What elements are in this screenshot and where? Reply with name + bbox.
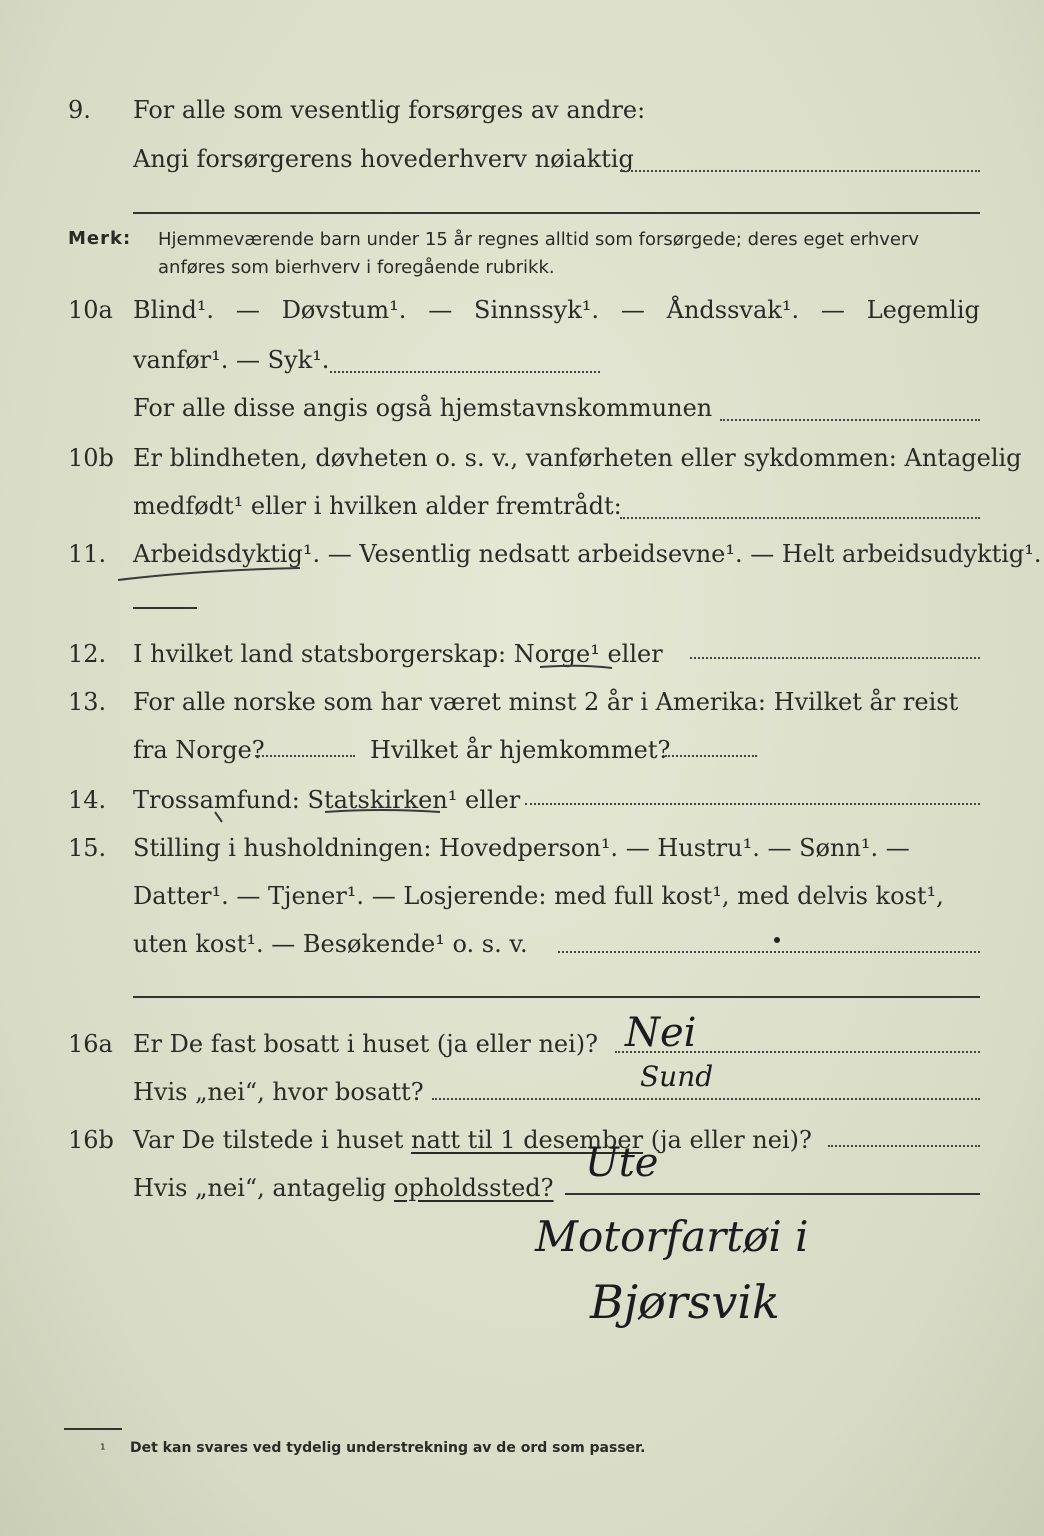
q10a-line2: vanfør¹. — Syk¹. xyxy=(133,346,330,374)
q15-line1: Stilling i husholdningen: Hovedperson¹. — Hustru¹. — Sønn¹. — xyxy=(133,834,910,862)
q14-pre: Trossamfund: xyxy=(133,786,308,814)
q16b-line1-underlined: natt til 1 desember xyxy=(410,1126,644,1154)
q16b-line1-post: (ja eller nei)? xyxy=(643,1126,812,1154)
q16a-line2: Hvis „nei“, hvor bosatt? xyxy=(133,1078,424,1106)
q15-dot-mark xyxy=(774,937,780,943)
q16b-handwritten-line2: Motorfartøi i xyxy=(535,1212,809,1261)
q11-underline-mark xyxy=(118,568,300,580)
q16a-line1: Er De fast bosatt i huset (ja eller nei)? xyxy=(133,1030,599,1058)
q16a-number: 16a xyxy=(68,1030,113,1058)
q10b-line2: medfødt¹ eller i hvilken alder fremtrådt: xyxy=(133,492,622,520)
q10b-line1: Er blindheten, døvheten o. s. v., vanførheten eller sykdommen: Antagelig xyxy=(133,444,1022,472)
q16b-line2-pre: Hvis „nei“, antagelig xyxy=(133,1174,395,1202)
q12-opt-norge[interactable]: Norge¹ xyxy=(513,640,600,668)
q15-number: 15. xyxy=(68,834,107,862)
q15-line2: Datter¹. — Tjener¹. — Losjerende: med full kost¹, med delvis kost¹, xyxy=(133,882,944,910)
merk-label: Merk: xyxy=(68,228,132,249)
q10a-opt-andssvak[interactable]: Åndssvak¹. xyxy=(666,296,800,324)
merk-text: Hjemmeværende barn under 15 år regnes alltid som forsørgede; deres eget erhverv anføres som bierhverv i foregående rubrikk. xyxy=(158,229,920,278)
q10a-dash-1: — xyxy=(235,296,260,324)
q10a-opt-blind[interactable]: Blind¹. xyxy=(133,296,215,324)
q16b-line1-pre: Var De tilstede i huset xyxy=(133,1126,411,1154)
q16b-line2-underlined: opholdssted? xyxy=(394,1174,554,1202)
q13-hjemkommet-label: Hvilket år hjemkommet? xyxy=(370,736,671,764)
q10a-dash-3: — xyxy=(620,296,645,324)
q12-underline-mark xyxy=(540,666,612,668)
q16a-handwritten-answer: Nei xyxy=(625,1010,697,1056)
q9-line1: For alle som vesentlig forsørges av andre: xyxy=(133,96,646,124)
q10a-line3: For alle disse angis også hjemstavnskommunen xyxy=(133,394,713,422)
footnote-mark: ¹ xyxy=(100,1442,106,1458)
q15-line3: uten kost¹. — Besøkende¹ o. s. v. xyxy=(133,930,528,958)
q12-pre: I hvilket land statsborgerskap: xyxy=(133,640,514,668)
footnote-text: Det kan svares ved tydelig understrekning av de ord som passer. xyxy=(130,1440,646,1456)
q10a-opt-sinnssyk[interactable]: Sinnssyk¹. xyxy=(474,296,600,324)
q14-underline-mark xyxy=(325,810,440,812)
q11-opt-arbeidsdyktig[interactable]: Arbeidsdyktig¹. xyxy=(133,540,321,568)
q10a-opt-dovstum[interactable]: Døvstum¹. xyxy=(281,296,407,324)
q12-post: eller xyxy=(599,640,663,668)
q11-rest: — Vesentlig nedsatt arbeidsevne¹. — Helt arbeidsudyktig¹. xyxy=(320,540,1042,568)
q9-number: 9. xyxy=(68,96,91,124)
q16b-number: 16b xyxy=(68,1126,114,1154)
q10a-opt-legemlig[interactable]: Legemlig xyxy=(866,296,980,324)
q13-reist-label: fra Norge? xyxy=(133,736,265,764)
q14-post: eller xyxy=(457,786,521,814)
q13-line1: For alle norske som har været minst 2 år i Amerika: Hvilket år reist xyxy=(133,688,959,716)
q14-number: 14. xyxy=(68,786,107,814)
q10a-dash-4: — xyxy=(820,296,845,324)
q16b-handwritten-line1: Ute xyxy=(585,1140,659,1186)
q14-opt-statskirken[interactable]: Statskirken¹ xyxy=(307,786,458,814)
q10b-number: 10b xyxy=(68,444,114,472)
q10a-dash-2: — xyxy=(428,296,453,324)
q16a-bosatt-handwritten: Sund xyxy=(640,1060,714,1093)
footnote-rule xyxy=(64,1428,122,1430)
q10a-number: 10a xyxy=(68,296,113,324)
q11-number: 11. xyxy=(68,540,107,568)
q14-tick-mark xyxy=(215,812,222,822)
q16b-handwritten-line3: Bjørsvik xyxy=(590,1275,780,1329)
q13-number: 13. xyxy=(68,688,107,716)
q12-number: 12. xyxy=(68,640,107,668)
q9-line2: Angi forsørgerens hovederhverv nøiaktig xyxy=(133,145,634,173)
